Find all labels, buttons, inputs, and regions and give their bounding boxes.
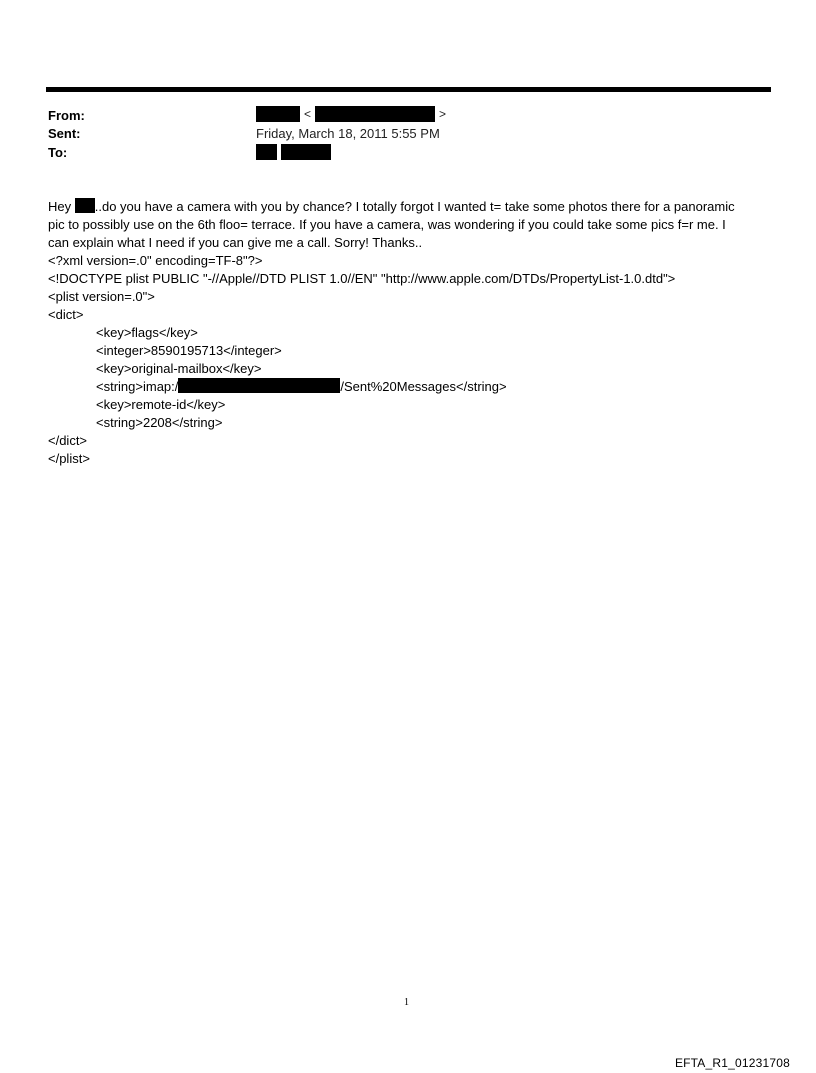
to-label: To: xyxy=(48,145,68,160)
body-text-segment: ..do you have a camera with you by chance? I totally forgot I wanted t= take some photos there for a panoramic xyxy=(94,199,735,214)
body-line xyxy=(48,198,773,216)
from-value xyxy=(256,106,450,122)
key-remote-line: <key>remote-id</key> xyxy=(96,397,226,412)
body-line: pic to possibly use on the 6th floo= terrace. If you have a camera, was wondering if you could take some pics f=r me. I xyxy=(48,217,726,232)
plist-open-line: <plist version=.0"> xyxy=(48,289,155,304)
to-value xyxy=(256,144,331,160)
doctype-line: <!DOCTYPE plist PUBLIC "-//Apple//DTD PLIST 1.0//EN" "http://www.apple.com/DTDs/PropertyList-1.0.dtd"> xyxy=(48,271,676,286)
document-id: EFTA_R1_01231708 xyxy=(674,1056,790,1070)
sent-label: Sent: xyxy=(48,126,81,141)
dict-close-line: </dict> xyxy=(48,433,88,448)
imap-suffix: /Sent%20Messages</string> xyxy=(340,379,507,394)
from-close-bracket: > xyxy=(439,107,447,121)
plist-close-line: </plist> xyxy=(48,451,90,466)
redaction-block xyxy=(256,144,277,160)
from-open-bracket: < xyxy=(304,107,312,121)
message-body xyxy=(48,198,773,468)
redaction-block xyxy=(281,144,331,160)
from-label: From: xyxy=(48,108,85,123)
dict-open-line: <dict> xyxy=(48,307,84,322)
redaction-block xyxy=(75,198,95,213)
imap-prefix: <string>imap:/ xyxy=(96,379,179,394)
header-rule xyxy=(46,87,771,92)
key-flags-line: <key>flags</key> xyxy=(96,325,198,340)
xml-declaration: <?xml version=.0" encoding=TF-8"?> xyxy=(48,253,263,268)
key-mailbox-line: <key>original-mailbox</key> xyxy=(96,361,262,376)
string-imap-line xyxy=(48,378,773,396)
greeting-text: Hey xyxy=(48,199,75,214)
integer-flags-line: <integer>8590195713</integer> xyxy=(96,343,282,358)
body-line: can explain what I need if you can give me a call. Sorry! Thanks.. xyxy=(48,235,423,250)
redaction-block xyxy=(178,378,340,393)
string-remote-line: <string>2208</string> xyxy=(96,415,223,430)
redaction-block xyxy=(256,106,300,122)
redaction-block xyxy=(315,106,435,122)
sent-value: Friday, March 18, 2011 5:55 PM xyxy=(256,126,440,141)
page-number: 1 xyxy=(404,997,409,1008)
